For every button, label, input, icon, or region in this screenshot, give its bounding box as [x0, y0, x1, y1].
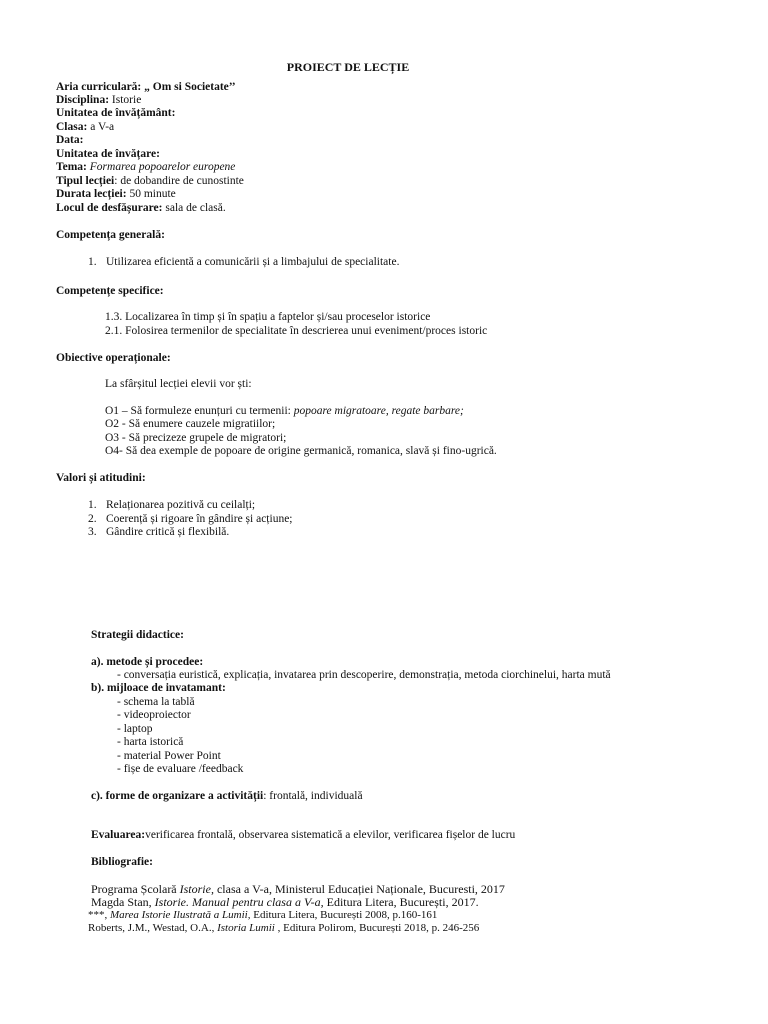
competenta-generala-heading: Competența generală:	[56, 229, 165, 241]
header-line-data	[56, 134, 83, 147]
valori-heading: Valori și atitudini:	[56, 472, 146, 484]
obiectiv-o1: O1 – Să formuleze enunțuri cu termenii: popoare migratoare, regate barbare;	[105, 405, 464, 417]
bibliografie-item: ***, Marea Istorie Ilustrată a Lumii, Editura Litera, București 2008, p.160-161	[88, 909, 438, 921]
header-label: Clasa:	[56, 121, 88, 133]
header-value: : de dobandire de cunostinte	[114, 175, 244, 187]
competenta-specifica-item: 2.1. Folosirea termenilor de specialitate în descrierea unui eveniment/proces istoric	[105, 325, 488, 337]
list-number: 2.	[88, 513, 97, 525]
list-item-text: Gândire critică și flexibilă.	[106, 526, 230, 538]
bibliografie-item: Magda Stan, Istorie. Manual pentru clasa a V-a, Editura Litera, București, 2017.	[91, 895, 479, 909]
bibliografie-item: Programa Școlară Istorie, clasa a V-a, Ministerul Educației Naționale, Bucuresti, 2017	[91, 882, 505, 896]
list-number: 3.	[88, 526, 97, 538]
metode-heading: a). metode și procedee:	[91, 656, 204, 668]
header-line-aria	[56, 81, 236, 94]
header-label: Unitatea de învățământ:	[56, 107, 176, 119]
evaluarea-line: Evaluarea:verificarea frontală, observarea sistematică a elevilor, verificarea fișelor de lucru	[91, 829, 516, 841]
obiective-intro: La sfârșitul lecției elevii vor ști:	[105, 378, 252, 390]
header-value: Istorie	[109, 94, 142, 106]
metode-item: - conversația euristică, explicația, invatarea prin descoperire, demonstrația, metoda ciorchinelui, harta mută	[117, 669, 611, 681]
forme-line: c). forme de organizare a activității: frontală, individuală	[91, 790, 363, 802]
header-label: Locul de desfășurare:	[56, 202, 163, 214]
header-value: a V-a	[87, 121, 115, 133]
competenta-specifica-item: 1.3. Localizarea în timp și în spațiu a faptelor și/sau proceselor istorice	[105, 311, 431, 323]
document-title: PROIECT DE LECȚIE	[286, 60, 410, 74]
header-label: Tema:	[56, 161, 87, 173]
header-line-tema	[56, 161, 235, 174]
header-value: Formarea popoarelor europene	[86, 161, 236, 173]
header-line-tipul	[56, 175, 244, 188]
list-item-text: Coerență și rigoare în gândire și acțiune;	[106, 513, 293, 525]
obiective-heading: Obiective operaționale:	[56, 352, 171, 364]
header-label: Data:	[56, 134, 84, 146]
header-line-unitate-invatamant	[56, 107, 175, 120]
mijloace-item: - harta istorică	[117, 736, 184, 748]
header-line-durata	[56, 188, 176, 201]
competenta-generala-item	[88, 256, 399, 269]
mijloace-item: - material Power Point	[117, 750, 221, 762]
obiectiv-item: O2 - Să enumere cauzele migratiilor;	[105, 418, 276, 430]
list-item-text: Relaționarea pozitivă cu ceilalți;	[106, 499, 256, 511]
header-value: sala de clasă.	[162, 202, 226, 214]
competente-specifice-heading: Competențe specifice:	[56, 285, 164, 297]
header-value: 50 minute	[126, 188, 176, 200]
header-line-locul	[56, 202, 226, 215]
mijloace-heading: b). mijloace de invatamant:	[91, 682, 226, 694]
header-line-disciplina	[56, 94, 141, 107]
bibliografie-item: Roberts, J.M., Westad, O.A., Istoria Lumii , Editura Polirom, București 2018, p. 246-256	[88, 922, 480, 934]
strategii-heading: Strategii didactice:	[91, 629, 184, 641]
list-item-text: Utilizarea eficientă a comunicării și a limbajului de specialitate.	[106, 256, 400, 268]
valori-item	[88, 526, 229, 539]
header-label: Disciplina:	[56, 94, 110, 106]
valori-item	[88, 499, 255, 512]
obiectiv-item: O3 - Să precizeze grupele de migratori;	[105, 432, 287, 444]
header-label: Tipul lecției	[56, 175, 115, 187]
header-line-unitate-invatare	[56, 148, 160, 161]
header-value: „ Om si Societate’’	[141, 81, 236, 93]
header-label: Durata lecției:	[56, 188, 127, 200]
mijloace-item: - videoproiector	[117, 709, 191, 721]
mijloace-item: - laptop	[117, 723, 153, 735]
list-number: 1.	[88, 499, 97, 511]
header-label: Unitatea de învățare:	[56, 148, 160, 160]
bibliografie-heading: Bibliografie:	[91, 856, 153, 868]
obiectiv-item: O4- Să dea exemple de popoare de origine germanică, romanica, slavă și fino-ugrică.	[105, 445, 497, 457]
valori-item	[88, 513, 293, 526]
header-line-clasa	[56, 121, 114, 134]
header-label: Aria curriculară:	[56, 81, 142, 93]
list-number: 1.	[88, 256, 97, 268]
mijloace-item: - schema la tablă	[117, 696, 195, 708]
mijloace-item: - fișe de evaluare /feedback	[117, 763, 244, 775]
